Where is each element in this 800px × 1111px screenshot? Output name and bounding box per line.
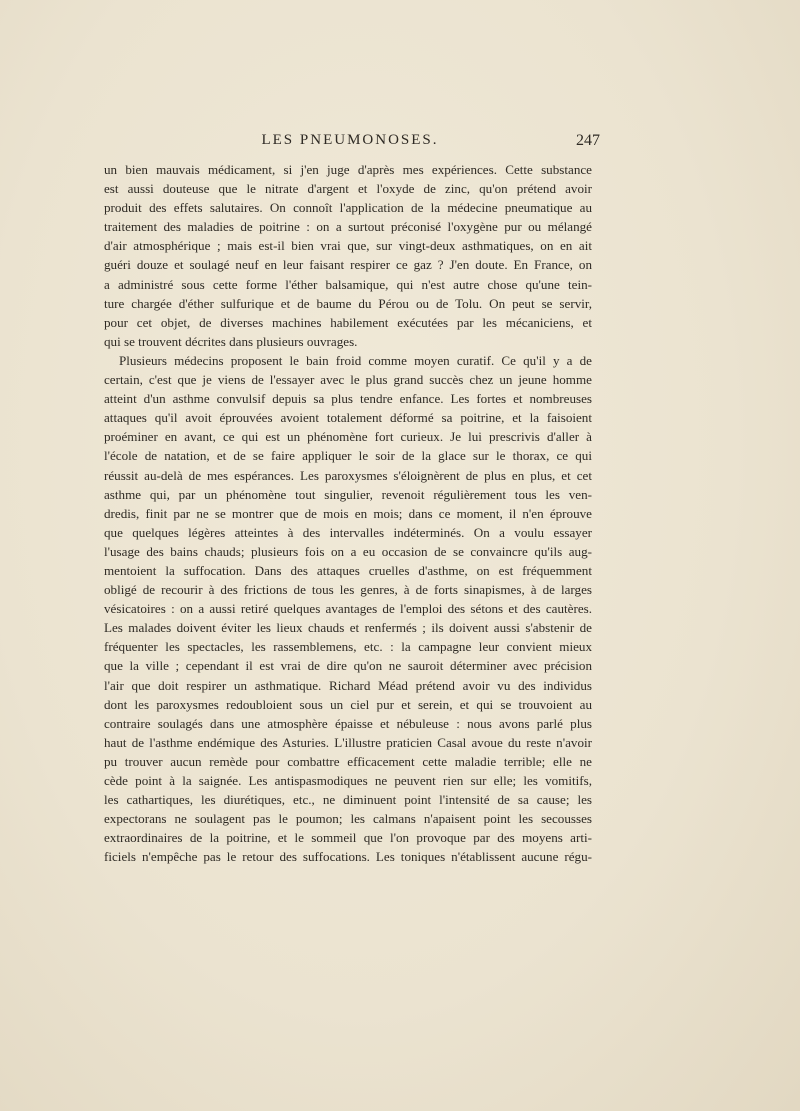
text-line: asthme qui, par un phénomène tout singulier, revenoit régulièrement tous les ven- <box>104 486 592 502</box>
text-line: pu trouver aucun remède pour combattre efficacement cette maladie terrible; elle ne <box>104 753 592 769</box>
text-line: ficiels n'empêche pas le retour des suffocations. Les toniques n'établissent aucune régu- <box>104 849 592 865</box>
page-number: 247 <box>576 132 600 149</box>
text-line: expectorans ne soulagent pas le poumon; les calmans n'apaisent point les secousses <box>104 811 592 827</box>
text-line: pour cet objet, de diverses machines habilement exécutées par les mécaniciens, et <box>104 314 592 330</box>
text-line: dont les paroxysmes redoubloient sous un ciel pur et serein, et qui se trouvoient au <box>104 696 592 712</box>
text-line: mentoient la suffocation. Dans des attaques cruelles d'asthme, on est fréquemment <box>104 562 592 578</box>
body-text <box>104 160 592 866</box>
text-line: a administré sous cette forme l'éther balsamique, qui n'est autre chose qu'une tein- <box>104 276 592 292</box>
text-line: contraire soulagés dans une atmosphère épaisse et nébuleuse : nous avons parlé plus <box>104 715 592 731</box>
text-line: guéri douze et soulagé neuf en leur faisant respirer ce gaz ? J'en doute. En France, on <box>104 257 592 273</box>
text-line: l'usage des bains chauds; plusieurs fois on a eu occasion de se convaincre qu'ils aug- <box>104 543 592 559</box>
text-line: réussit au-delà de mes espérances. Les paroxysmes s'éloignèrent de plus en plus, et cet <box>104 467 592 483</box>
text-line: proéminer en avant, ce qui est un phénomène fort curieux. Je lui prescrivis d'aller à <box>104 429 592 445</box>
text-line: que quelques légères atteintes à des intervalles indéterminés. On a voulu essayer <box>104 524 592 540</box>
text-line: cède point à la saignée. Les antispasmodiques ne peuvent rien sur elle; les vomitifs, <box>104 773 592 788</box>
running-title: LES PNEUMONOSES. <box>261 132 439 148</box>
text-line: obligé de recourir à des frictions de tous les genres, à de forts sinapismes, à de larges <box>104 582 592 598</box>
text-line: d'air atmosphérique ; mais est-il bien vrai que, sur vingt-deux asthmatiques, on en ait <box>104 238 592 254</box>
text-line: est aussi douteuse que le nitrate d'argent et l'oxyde de zinc, qu'on prétend avoir <box>104 181 592 197</box>
text-line: vésicatoires : on a aussi retiré quelques avantages de l'emploi des sétons et des cautères. <box>104 601 592 617</box>
text-line: que la ville ; cependant il est vrai de dire qu'on ne sauroit déterminer avec précision <box>104 658 592 674</box>
text-line: fréquenter les spectacles, les rassemblemens, etc. : la campagne leur convient mieux <box>104 639 592 655</box>
text-line: l'air que doit respirer un asthmatique. Richard Méad prétend avoir vu des individus <box>104 677 592 693</box>
text-line: atteint d'un asthme convulsif depuis sa plus tendre enfance. Les fortes et nombreuses <box>104 391 592 407</box>
text-line: les cathartiques, les diurétiques, etc., ne diminuent point l'intensité de sa cause; les <box>104 792 592 808</box>
text-line: produit des effets salutaires. On connoît l'application de la médecine pneumatique au <box>104 200 592 216</box>
text-line: certain, c'est que je viens de l'essayer avec le plus grand succès chez un jeune homme <box>104 372 592 388</box>
text-line: qui se trouvent décrites dans plusieurs ouvrages. <box>104 333 358 349</box>
text-line: Plusieurs médecins proposent le bain froid comme moyen curatif. Ce qu'il y a de <box>119 352 592 368</box>
text-line: dredis, finit par ne se montrer que de mois en mois; dans ce moment, il n'en éprouve <box>104 505 592 521</box>
page-header <box>105 130 600 152</box>
text-line: haut de l'asthme endémique des Asturies. L'illustre praticien Casal avoue du reste n'avoir <box>104 734 592 750</box>
text-line: attaques qu'il avoit éprouvées avoient totalement déformé sa poitrine, et la faisoient <box>104 410 592 426</box>
text-line: extraordinaires de la poitrine, et le sommeil que l'on provoque par des moyens arti- <box>104 830 592 846</box>
text-line: un bien mauvais médicament, si j'en juge d'après mes expériences. Cette substance <box>104 162 592 177</box>
text-line: l'école de natation, et de se faire appliquer le soir de la glace sur le thorax, ce qui <box>104 448 592 464</box>
text-line: traitement des maladies de poitrine : on a surtout préconisé l'oxygène pur ou mélangé <box>104 219 592 235</box>
text-line: ture chargée d'éther sulfurique et de baume du Pérou ou de Tolu. On peut se servir, <box>104 295 592 311</box>
text-line: Les malades doivent éviter les lieux chauds et renfermés ; ils doivent aussi s'abstenir de <box>104 620 592 636</box>
